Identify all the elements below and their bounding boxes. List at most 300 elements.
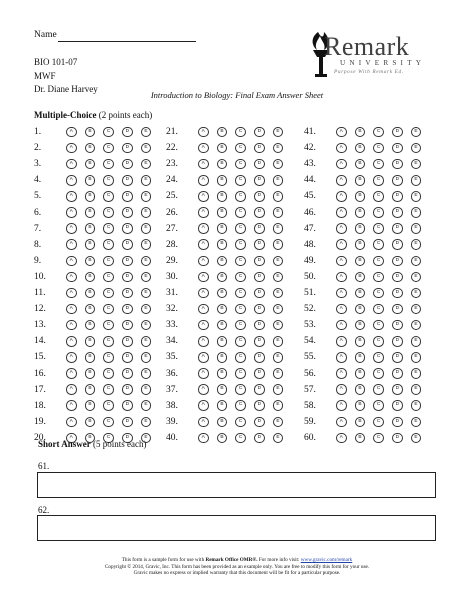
answer-bubble[interactable]: A (66, 175, 77, 186)
answer-bubble[interactable]: A (66, 256, 77, 267)
answer-bubble[interactable]: E (141, 288, 152, 299)
answer-bubble[interactable]: D (254, 433, 265, 444)
answer-bubble[interactable]: E (141, 143, 152, 154)
answer-bubble[interactable]: A (66, 417, 77, 428)
answer-bubble[interactable]: C (103, 207, 114, 218)
answer-bubble[interactable]: E (411, 433, 422, 444)
answer-bubble[interactable]: D (122, 400, 133, 411)
answer-bubble[interactable]: E (141, 352, 152, 363)
answer-bubble[interactable]: A (66, 288, 77, 299)
answer-bubble[interactable]: C (235, 175, 246, 186)
answer-bubble[interactable]: A (336, 223, 347, 234)
answer-bubble[interactable]: E (411, 159, 422, 170)
answer-bubble[interactable]: A (336, 417, 347, 428)
answer-bubble[interactable]: D (392, 433, 403, 444)
answer-bubble[interactable]: C (373, 256, 384, 267)
answer-bubble[interactable]: E (141, 336, 152, 347)
answer-bubble[interactable]: E (273, 368, 284, 379)
answer-bubble[interactable]: D (392, 417, 403, 428)
answer-bubble[interactable]: B (217, 143, 228, 154)
answer-bubble[interactable]: E (273, 207, 284, 218)
answer-bubble[interactable]: C (235, 288, 246, 299)
answer-bubble[interactable]: E (273, 288, 284, 299)
answer-bubble[interactable]: B (85, 352, 96, 363)
answer-bubble[interactable]: B (217, 191, 228, 202)
sa-answer-box[interactable] (37, 472, 436, 498)
answer-bubble[interactable]: D (254, 207, 265, 218)
answer-bubble[interactable]: C (373, 336, 384, 347)
answer-bubble[interactable]: D (254, 336, 265, 347)
answer-bubble[interactable]: E (273, 272, 284, 283)
answer-bubble[interactable]: E (273, 175, 284, 186)
answer-bubble[interactable]: C (373, 223, 384, 234)
answer-bubble[interactable]: D (392, 159, 403, 170)
answer-bubble[interactable]: C (103, 159, 114, 170)
answer-bubble[interactable]: B (217, 223, 228, 234)
answer-bubble[interactable]: E (273, 352, 284, 363)
answer-bubble[interactable]: E (141, 159, 152, 170)
answer-bubble[interactable]: C (103, 368, 114, 379)
answer-bubble[interactable]: C (235, 191, 246, 202)
answer-bubble[interactable]: A (336, 368, 347, 379)
answer-bubble[interactable]: D (122, 320, 133, 331)
answer-bubble[interactable]: A (66, 304, 77, 315)
answer-bubble[interactable]: D (254, 223, 265, 234)
answer-bubble[interactable]: C (373, 384, 384, 395)
answer-bubble[interactable]: A (198, 352, 209, 363)
answer-bubble[interactable]: D (254, 239, 265, 250)
answer-bubble[interactable]: A (198, 223, 209, 234)
answer-bubble[interactable]: A (198, 256, 209, 267)
sa-answer-box[interactable] (37, 515, 436, 541)
answer-bubble[interactable]: D (254, 320, 265, 331)
answer-bubble[interactable]: C (373, 288, 384, 299)
answer-bubble[interactable]: E (273, 384, 284, 395)
answer-bubble[interactable]: C (373, 272, 384, 283)
answer-bubble[interactable]: B (217, 352, 228, 363)
answer-bubble[interactable]: A (66, 400, 77, 411)
answer-bubble[interactable]: E (273, 336, 284, 347)
answer-bubble[interactable]: D (122, 191, 133, 202)
answer-bubble[interactable]: D (122, 433, 133, 444)
answer-bubble[interactable]: D (254, 304, 265, 315)
answer-bubble[interactable]: A (198, 417, 209, 428)
answer-bubble[interactable]: E (273, 223, 284, 234)
answer-bubble[interactable]: C (103, 256, 114, 267)
answer-bubble[interactable]: D (254, 159, 265, 170)
answer-bubble[interactable]: A (336, 256, 347, 267)
answer-bubble[interactable]: D (122, 384, 133, 395)
answer-bubble[interactable]: B (355, 384, 366, 395)
answer-bubble[interactable]: A (66, 127, 77, 138)
answer-bubble[interactable]: A (198, 433, 209, 444)
answer-bubble[interactable]: E (273, 239, 284, 250)
answer-bubble[interactable]: C (235, 320, 246, 331)
answer-bubble[interactable]: A (198, 320, 209, 331)
answer-bubble[interactable]: B (217, 239, 228, 250)
answer-bubble[interactable]: B (217, 368, 228, 379)
answer-bubble[interactable]: E (411, 417, 422, 428)
answer-bubble[interactable]: C (373, 191, 384, 202)
answer-bubble[interactable]: A (66, 239, 77, 250)
answer-bubble[interactable]: D (254, 288, 265, 299)
answer-bubble[interactable]: B (355, 368, 366, 379)
answer-bubble[interactable]: A (336, 191, 347, 202)
answer-bubble[interactable]: B (85, 272, 96, 283)
answer-bubble[interactable]: C (235, 368, 246, 379)
answer-bubble[interactable]: E (411, 143, 422, 154)
answer-bubble[interactable]: C (103, 175, 114, 186)
answer-bubble[interactable]: D (122, 207, 133, 218)
answer-bubble[interactable]: C (103, 336, 114, 347)
answer-bubble[interactable]: B (85, 400, 96, 411)
answer-bubble[interactable]: B (85, 288, 96, 299)
answer-bubble[interactable]: D (254, 417, 265, 428)
answer-bubble[interactable]: D (122, 256, 133, 267)
answer-bubble[interactable]: A (66, 272, 77, 283)
answer-bubble[interactable]: C (373, 127, 384, 138)
answer-bubble[interactable]: B (217, 175, 228, 186)
answer-bubble[interactable]: E (411, 223, 422, 234)
answer-bubble[interactable]: C (235, 223, 246, 234)
answer-bubble[interactable]: D (392, 320, 403, 331)
answer-bubble[interactable]: C (235, 400, 246, 411)
answer-bubble[interactable]: B (355, 175, 366, 186)
answer-bubble[interactable]: D (392, 175, 403, 186)
answer-bubble[interactable]: E (141, 256, 152, 267)
answer-bubble[interactable]: A (336, 143, 347, 154)
answer-bubble[interactable]: A (66, 433, 77, 444)
answer-bubble[interactable]: A (336, 288, 347, 299)
answer-bubble[interactable]: C (373, 207, 384, 218)
answer-bubble[interactable]: A (66, 352, 77, 363)
answer-bubble[interactable]: B (85, 127, 96, 138)
answer-bubble[interactable]: C (373, 400, 384, 411)
answer-bubble[interactable]: A (336, 207, 347, 218)
answer-bubble[interactable]: D (254, 256, 265, 267)
answer-bubble[interactable]: B (85, 433, 96, 444)
answer-bubble[interactable]: E (411, 175, 422, 186)
answer-bubble[interactable]: E (273, 143, 284, 154)
answer-bubble[interactable]: B (355, 256, 366, 267)
answer-bubble[interactable]: C (103, 223, 114, 234)
answer-bubble[interactable]: C (235, 207, 246, 218)
answer-bubble[interactable]: C (235, 272, 246, 283)
answer-bubble[interactable]: C (235, 127, 246, 138)
answer-bubble[interactable]: D (392, 304, 403, 315)
answer-bubble[interactable]: C (373, 320, 384, 331)
answer-bubble[interactable]: A (198, 175, 209, 186)
answer-bubble[interactable]: E (411, 207, 422, 218)
answer-bubble[interactable]: B (355, 352, 366, 363)
answer-bubble[interactable]: D (392, 352, 403, 363)
answer-bubble[interactable]: D (254, 384, 265, 395)
answer-bubble[interactable]: C (235, 336, 246, 347)
answer-bubble[interactable]: A (66, 191, 77, 202)
answer-bubble[interactable]: A (198, 288, 209, 299)
answer-bubble[interactable]: E (411, 288, 422, 299)
answer-bubble[interactable]: D (122, 223, 133, 234)
answer-bubble[interactable]: D (392, 127, 403, 138)
answer-bubble[interactable]: A (66, 143, 77, 154)
answer-bubble[interactable]: E (141, 304, 152, 315)
answer-bubble[interactable]: B (355, 127, 366, 138)
answer-bubble[interactable]: D (392, 207, 403, 218)
answer-bubble[interactable]: B (217, 159, 228, 170)
answer-bubble[interactable]: A (66, 336, 77, 347)
answer-bubble[interactable]: E (411, 400, 422, 411)
answer-bubble[interactable]: C (103, 239, 114, 250)
answer-bubble[interactable]: E (273, 400, 284, 411)
answer-bubble[interactable]: E (141, 384, 152, 395)
answer-bubble[interactable]: A (336, 159, 347, 170)
answer-bubble[interactable]: A (66, 368, 77, 379)
answer-bubble[interactable]: B (355, 159, 366, 170)
answer-bubble[interactable]: E (273, 159, 284, 170)
answer-bubble[interactable]: E (273, 417, 284, 428)
answer-bubble[interactable]: C (373, 352, 384, 363)
answer-bubble[interactable]: A (198, 191, 209, 202)
answer-bubble[interactable]: B (355, 336, 366, 347)
answer-bubble[interactable]: E (141, 433, 152, 444)
answer-bubble[interactable]: A (336, 320, 347, 331)
answer-bubble[interactable]: A (336, 352, 347, 363)
footer-link[interactable]: www.gravic.com/remark (300, 557, 353, 563)
answer-bubble[interactable]: A (66, 159, 77, 170)
answer-bubble[interactable]: D (392, 143, 403, 154)
answer-bubble[interactable]: A (198, 304, 209, 315)
answer-bubble[interactable]: A (198, 127, 209, 138)
answer-bubble[interactable]: D (392, 191, 403, 202)
answer-bubble[interactable]: B (217, 320, 228, 331)
answer-bubble[interactable]: C (103, 127, 114, 138)
answer-bubble[interactable]: E (141, 368, 152, 379)
answer-bubble[interactable]: D (254, 368, 265, 379)
answer-bubble[interactable]: A (336, 239, 347, 250)
answer-bubble[interactable]: B (355, 191, 366, 202)
answer-bubble[interactable]: A (198, 368, 209, 379)
answer-bubble[interactable]: C (235, 352, 246, 363)
answer-bubble[interactable]: C (373, 143, 384, 154)
answer-bubble[interactable]: E (411, 336, 422, 347)
answer-bubble[interactable]: C (103, 320, 114, 331)
answer-bubble[interactable]: D (122, 288, 133, 299)
answer-bubble[interactable]: A (198, 384, 209, 395)
answer-bubble[interactable]: B (85, 143, 96, 154)
answer-bubble[interactable]: D (254, 352, 265, 363)
answer-bubble[interactable]: B (85, 304, 96, 315)
answer-bubble[interactable]: D (254, 191, 265, 202)
answer-bubble[interactable]: B (85, 256, 96, 267)
answer-bubble[interactable]: A (198, 159, 209, 170)
answer-bubble[interactable]: C (373, 433, 384, 444)
answer-bubble[interactable]: B (85, 239, 96, 250)
answer-bubble[interactable]: B (355, 417, 366, 428)
answer-bubble[interactable]: D (392, 336, 403, 347)
answer-bubble[interactable]: C (373, 239, 384, 250)
answer-bubble[interactable]: A (198, 207, 209, 218)
answer-bubble[interactable]: B (217, 207, 228, 218)
answer-bubble[interactable]: A (198, 239, 209, 250)
answer-bubble[interactable]: D (122, 417, 133, 428)
name-field-line[interactable] (58, 41, 196, 42)
answer-bubble[interactable]: E (141, 207, 152, 218)
answer-bubble[interactable]: E (411, 239, 422, 250)
answer-bubble[interactable]: A (336, 400, 347, 411)
answer-bubble[interactable]: D (122, 175, 133, 186)
answer-bubble[interactable]: D (254, 400, 265, 411)
answer-bubble[interactable]: B (85, 320, 96, 331)
answer-bubble[interactable]: C (103, 288, 114, 299)
answer-bubble[interactable]: C (235, 239, 246, 250)
answer-bubble[interactable]: D (254, 143, 265, 154)
answer-bubble[interactable]: B (217, 127, 228, 138)
answer-bubble[interactable]: B (85, 336, 96, 347)
answer-bubble[interactable]: E (273, 191, 284, 202)
answer-bubble[interactable]: C (103, 352, 114, 363)
answer-bubble[interactable]: D (122, 336, 133, 347)
answer-bubble[interactable]: E (141, 223, 152, 234)
answer-bubble[interactable]: C (235, 256, 246, 267)
answer-bubble[interactable]: C (103, 417, 114, 428)
answer-bubble[interactable]: E (141, 320, 152, 331)
answer-bubble[interactable]: B (355, 304, 366, 315)
answer-bubble[interactable]: C (373, 175, 384, 186)
answer-bubble[interactable]: B (217, 384, 228, 395)
answer-bubble[interactable]: C (103, 272, 114, 283)
answer-bubble[interactable]: B (355, 320, 366, 331)
answer-bubble[interactable]: C (103, 191, 114, 202)
answer-bubble[interactable]: C (103, 400, 114, 411)
answer-bubble[interactable]: D (392, 368, 403, 379)
answer-bubble[interactable]: D (392, 239, 403, 250)
answer-bubble[interactable]: E (273, 320, 284, 331)
answer-bubble[interactable]: B (85, 207, 96, 218)
answer-bubble[interactable]: D (254, 272, 265, 283)
answer-bubble[interactable]: D (122, 304, 133, 315)
answer-bubble[interactable]: B (355, 239, 366, 250)
answer-bubble[interactable]: E (141, 272, 152, 283)
answer-bubble[interactable]: E (411, 352, 422, 363)
answer-bubble[interactable]: B (85, 159, 96, 170)
answer-bubble[interactable]: E (411, 368, 422, 379)
answer-bubble[interactable]: B (217, 288, 228, 299)
answer-bubble[interactable]: A (198, 400, 209, 411)
answer-bubble[interactable]: B (217, 304, 228, 315)
answer-bubble[interactable]: A (336, 304, 347, 315)
answer-bubble[interactable]: B (85, 175, 96, 186)
answer-bubble[interactable]: B (217, 272, 228, 283)
answer-bubble[interactable]: B (217, 256, 228, 267)
answer-bubble[interactable]: B (355, 223, 366, 234)
answer-bubble[interactable]: B (355, 288, 366, 299)
answer-bubble[interactable]: D (254, 175, 265, 186)
answer-bubble[interactable]: B (217, 433, 228, 444)
answer-bubble[interactable]: B (355, 433, 366, 444)
answer-bubble[interactable]: C (103, 304, 114, 315)
answer-bubble[interactable]: E (273, 304, 284, 315)
answer-bubble[interactable]: E (411, 256, 422, 267)
answer-bubble[interactable]: A (66, 320, 77, 331)
answer-bubble[interactable]: D (122, 272, 133, 283)
answer-bubble[interactable]: A (66, 384, 77, 395)
answer-bubble[interactable]: E (411, 272, 422, 283)
answer-bubble[interactable]: B (217, 336, 228, 347)
answer-bubble[interactable]: B (355, 400, 366, 411)
answer-bubble[interactable]: C (235, 304, 246, 315)
answer-bubble[interactable]: B (355, 207, 366, 218)
answer-bubble[interactable]: C (373, 304, 384, 315)
answer-bubble[interactable]: A (198, 272, 209, 283)
answer-bubble[interactable]: A (336, 272, 347, 283)
answer-bubble[interactable]: B (355, 143, 366, 154)
answer-bubble[interactable]: E (141, 400, 152, 411)
answer-bubble[interactable]: B (85, 223, 96, 234)
answer-bubble[interactable]: C (103, 433, 114, 444)
answer-bubble[interactable]: C (373, 159, 384, 170)
answer-bubble[interactable]: D (392, 384, 403, 395)
answer-bubble[interactable]: E (411, 191, 422, 202)
answer-bubble[interactable]: D (122, 143, 133, 154)
answer-bubble[interactable]: E (411, 320, 422, 331)
answer-bubble[interactable]: E (273, 256, 284, 267)
answer-bubble[interactable]: E (411, 384, 422, 395)
answer-bubble[interactable]: C (235, 417, 246, 428)
answer-bubble[interactable]: A (336, 336, 347, 347)
answer-bubble[interactable]: C (103, 384, 114, 395)
answer-bubble[interactable]: B (217, 417, 228, 428)
answer-bubble[interactable]: A (336, 384, 347, 395)
answer-bubble[interactable]: E (411, 304, 422, 315)
answer-bubble[interactable]: A (66, 223, 77, 234)
answer-bubble[interactable]: C (235, 433, 246, 444)
answer-bubble[interactable]: E (273, 127, 284, 138)
answer-bubble[interactable]: E (141, 191, 152, 202)
answer-bubble[interactable]: B (85, 384, 96, 395)
answer-bubble[interactable]: C (235, 159, 246, 170)
answer-bubble[interactable]: D (122, 239, 133, 250)
answer-bubble[interactable]: C (373, 368, 384, 379)
answer-bubble[interactable]: D (122, 368, 133, 379)
answer-bubble[interactable]: E (141, 417, 152, 428)
answer-bubble[interactable]: B (355, 272, 366, 283)
answer-bubble[interactable]: E (411, 127, 422, 138)
answer-bubble[interactable]: A (336, 127, 347, 138)
answer-bubble[interactable]: A (336, 433, 347, 444)
answer-bubble[interactable]: D (392, 400, 403, 411)
answer-bubble[interactable]: A (336, 175, 347, 186)
answer-bubble[interactable]: C (235, 143, 246, 154)
answer-bubble[interactable]: D (122, 127, 133, 138)
answer-bubble[interactable]: A (66, 207, 77, 218)
answer-bubble[interactable]: D (254, 127, 265, 138)
answer-bubble[interactable]: B (85, 368, 96, 379)
answer-bubble[interactable]: E (273, 433, 284, 444)
answer-bubble[interactable]: E (141, 239, 152, 250)
answer-bubble[interactable]: C (235, 384, 246, 395)
answer-bubble[interactable]: A (198, 336, 209, 347)
answer-bubble[interactable]: D (122, 352, 133, 363)
answer-bubble[interactable]: C (373, 417, 384, 428)
answer-bubble[interactable]: C (103, 143, 114, 154)
answer-bubble[interactable]: D (392, 272, 403, 283)
answer-bubble[interactable]: D (392, 288, 403, 299)
answer-bubble[interactable]: D (122, 159, 133, 170)
answer-bubble[interactable]: A (198, 143, 209, 154)
answer-bubble[interactable]: D (392, 256, 403, 267)
answer-bubble[interactable]: B (217, 400, 228, 411)
answer-bubble[interactable]: D (392, 223, 403, 234)
